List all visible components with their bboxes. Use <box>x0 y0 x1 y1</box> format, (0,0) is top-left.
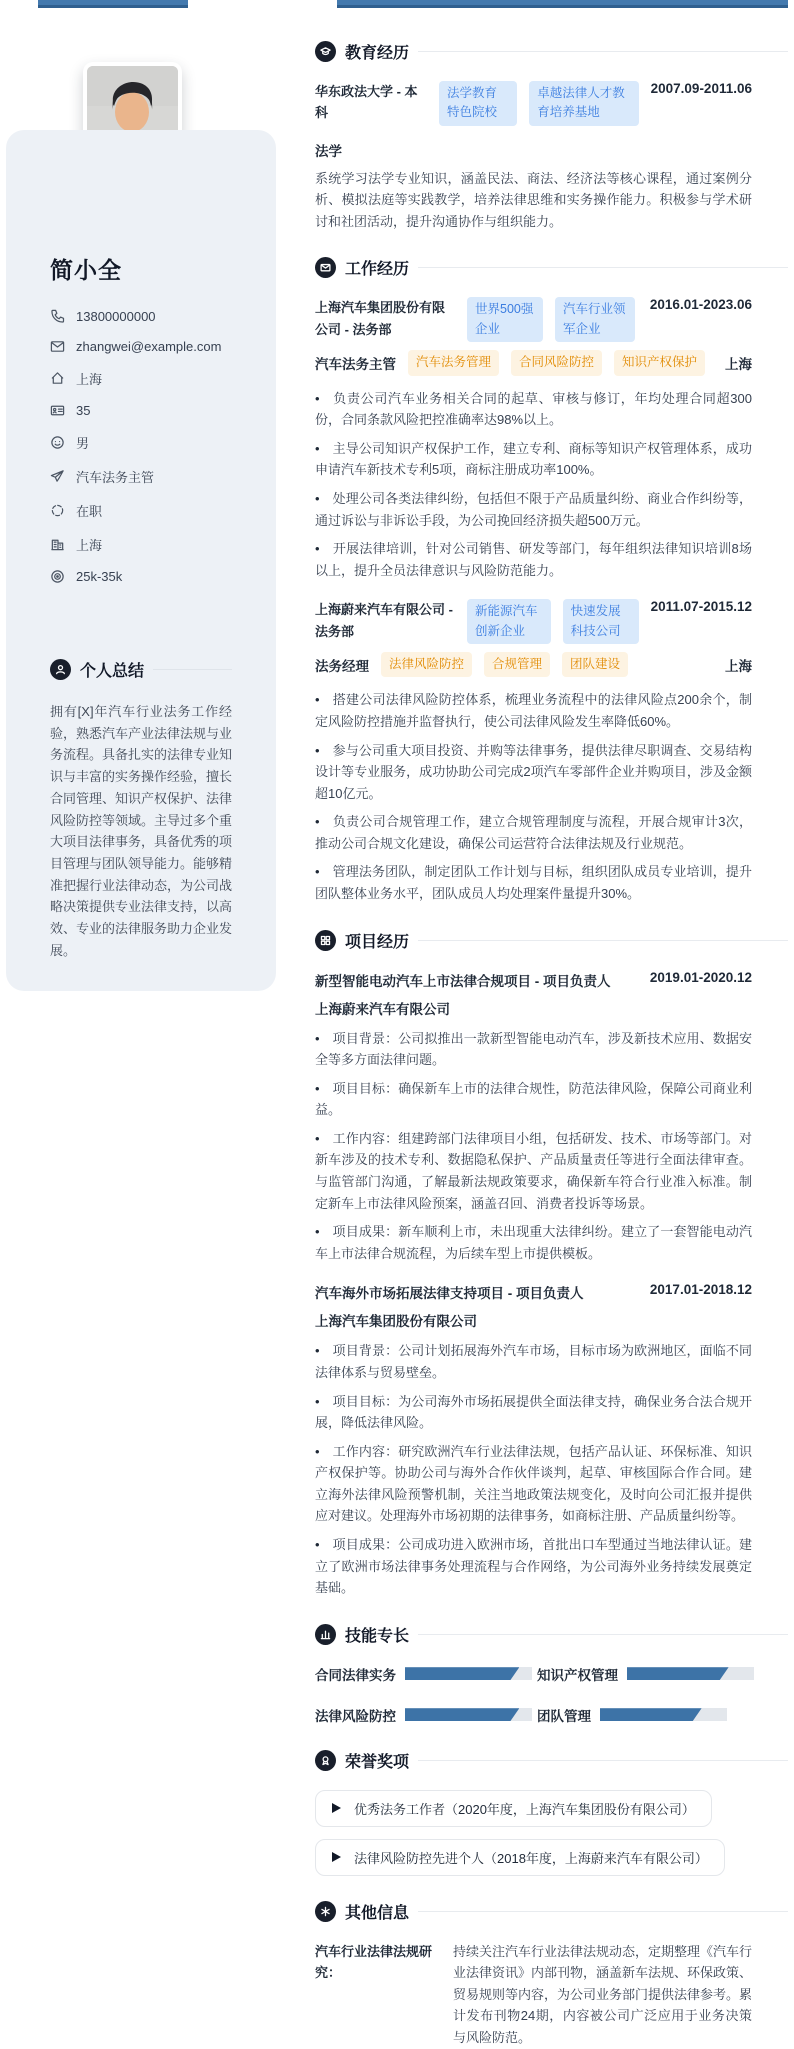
main-content <box>315 40 752 2049</box>
project-bullet: • 工作内容：组建跨部门法律项目小组，包括研发、技术、市场等部门。对新车涉及的技术专利、数据隐私保护、产品质量责任等进行全面法律审查。与监管部门沟通，了解最新法规政策要求，确保新车符合行业准入标准。制定新车上市法律风险预案，涵盖召回、消费者投诉等场景。 <box>315 1130 752 1211</box>
work-section-header <box>315 256 752 279</box>
id-card-icon <box>50 403 65 418</box>
other-info-content: 持续关注汽车行业法律法规动态，定期整理《汽车行业法律资讯》内部刊物，涵盖新车法规、环保政策、贸易规则等内容，为公司业务部门提供法律参考。累计发布刊物24期，内容被公司广泛应用于业务决策与风险防范。 <box>453 1943 753 2046</box>
contact-gender <box>50 433 232 452</box>
other-info-item <box>315 1941 752 2049</box>
skill-bar <box>405 1708 532 1721</box>
contact-job-title-value: 汽车法务主管 <box>76 470 155 485</box>
other-info-label: 汽车行业法律法规研究： <box>315 1943 433 1981</box>
sidebar <box>6 130 276 991</box>
school-name: 华东政法大学 - 本科 <box>315 84 418 121</box>
role-tag: 知识产权保护 <box>614 350 705 375</box>
honor-text: 法律风险防控先进个人（2018年度，上海蔚来汽车有限公司） <box>354 1850 708 1866</box>
honors-section-header <box>315 1749 752 1772</box>
summary-text: 拥有[X]年汽车行业法务工作经验，熟悉汽车产业法律法规与业务流程。具备扎实的法律专业知识与丰富的实务操作经验，擅长合同管理、知识产权保护、法律风险防控等领域。主导过多个重大项目法律事务，具备优秀的项目管理与团队领导能力。能够精准把握行业法律动态，为公司战略决策提供专业法律支持，以高效、专业的法律服务助力企业发展。 <box>50 704 233 958</box>
school-tag: 法学教育特色院校 <box>439 81 517 126</box>
job-bullet: • 处理公司各类法律纠纷，包括但不限于产品质量纠纷、商业合作纠纷等，通过诉讼与非诉讼手段，为公司挽回经济损失超500万元。 <box>315 490 752 528</box>
company-tag: 新能源汽车创新企业 <box>467 599 551 644</box>
skills-section-header <box>315 1623 752 1646</box>
school-tags <box>439 81 639 126</box>
envelope-icon <box>315 257 336 278</box>
job-bullet: • 负责公司汽车业务相关合同的起草、审核与修订，年均处理合同超300份，合同条款风险把控准确率达98%以上。 <box>315 390 752 428</box>
project-bullet: • 项目目标：为公司海外市场拓展提供全面法律支持，确保业务合法合规开展，降低法律风险。 <box>315 1393 752 1431</box>
summary-section-header <box>50 658 232 681</box>
skill-bar-fill <box>405 1667 519 1680</box>
skill-bar-fill <box>405 1708 519 1721</box>
education-description: 系统学习法学专业知识，涵盖民法、商法、经济法等核心课程，通过案例分析、模拟法庭等实践教学，培养法律思维和实务操作能力。积极参与学术研讨和社团活动，提升沟通协作与组织能力。 <box>315 170 752 229</box>
section-title: 荣誉奖项 <box>345 1753 410 1771</box>
contact-salary-value: 25k-35k <box>76 569 123 584</box>
section-title: 技能专长 <box>345 1627 410 1645</box>
company-tag: 快速发展科技公司 <box>563 599 639 644</box>
contact-phone <box>50 309 232 324</box>
job-item <box>315 297 752 581</box>
divider <box>418 1760 788 1761</box>
job-bullet: • 主导公司知识产权保护工作，建立专利、商标等知识产权管理体系，成功申请汽车新技术专利5项，商标注册成功率100%。 <box>315 440 752 478</box>
medal-icon <box>315 1750 336 1771</box>
building-icon <box>50 537 65 552</box>
divider <box>418 1911 788 1912</box>
phone-icon <box>50 309 65 324</box>
skill-item: 合同法律实务 <box>315 1664 522 1684</box>
play-triangle-icon <box>332 1852 341 1862</box>
company-tags <box>467 297 638 342</box>
contact-age-value: 35 <box>76 403 91 418</box>
contact-city <box>50 535 232 554</box>
section-title: 工作经历 <box>345 261 410 279</box>
other-section-header <box>315 1900 752 1923</box>
company-tag: 汽车行业领军企业 <box>555 297 635 342</box>
asterisk-icon <box>315 1901 336 1922</box>
school-tag: 卓越法律人才教育培养基地 <box>529 81 638 126</box>
honor-text: 优秀法务工作者（2020年度，上海汽车集团股份有限公司） <box>354 1801 695 1817</box>
contact-phone-value: 13800000000 <box>76 309 156 324</box>
divider <box>418 51 788 52</box>
play-triangle-icon <box>332 1803 341 1813</box>
candidate-name: 简小全 <box>50 257 122 283</box>
role-tag: 法律风险防控 <box>381 652 472 677</box>
paper-plane-icon <box>50 469 65 484</box>
home-icon <box>50 371 65 386</box>
contact-email-value: zhangwei@example.com <box>76 339 222 354</box>
job-date: 2016.01-2023.06 <box>649 297 752 313</box>
skills-grid <box>315 1664 752 1725</box>
job-item <box>315 599 752 904</box>
skill-bar <box>627 1667 754 1680</box>
role-tag: 汽车法务管理 <box>408 350 499 375</box>
major: 法学 <box>315 143 342 159</box>
job-location: 上海 <box>725 658 752 674</box>
skill-bar <box>405 1667 532 1680</box>
skill-bar <box>600 1708 727 1721</box>
company-tag: 世界500强企业 <box>467 297 543 342</box>
divider <box>418 1634 788 1635</box>
project-bullet: • 项目背景：公司拟推出一款新型智能电动汽车，涉及新技术应用、数据安全等多方面法律问题。 <box>315 1030 752 1068</box>
top-accent-bar-right <box>337 0 788 8</box>
role-tag: 团队建设 <box>562 652 628 677</box>
bar-chart-icon <box>315 1624 336 1645</box>
project-item <box>315 1282 752 1598</box>
section-title: 项目经历 <box>345 933 410 951</box>
company-tags <box>467 599 639 644</box>
contact-location-value: 上海 <box>76 372 103 387</box>
job-bullet: • 负责公司合规管理工作，建立合规管理制度与流程，开展合规审计3次，推动公司合规文化建设，确保公司运营符合法律法规及行业规范。 <box>315 814 752 851</box>
contact-city-value: 上海 <box>76 538 103 553</box>
contact-status <box>50 501 232 520</box>
contact-salary <box>50 569 232 584</box>
job-role: 法务经理 <box>315 658 369 674</box>
project-title: 新型智能电动汽车上市法律合规项目 - 项目负责人 <box>315 973 611 989</box>
education-section-header <box>315 40 752 63</box>
person-icon <box>50 659 71 680</box>
company-name: 上海汽车集团股份有限公司 - 法务部 <box>315 300 446 337</box>
role-tag: 合规管理 <box>484 652 550 677</box>
section-title: 其他信息 <box>345 1904 410 1922</box>
company-name: 上海蔚来汽车有限公司 - 法务部 <box>315 602 453 639</box>
project-company: 上海蔚来汽车有限公司 <box>315 1001 450 1017</box>
face-icon <box>50 435 65 450</box>
summary-title: 个人总结 <box>80 663 145 680</box>
divider <box>418 940 788 941</box>
project-title: 汽车海外市场拓展法律支持项目 - 项目负责人 <box>315 1286 584 1302</box>
skill-bar-fill <box>600 1708 702 1721</box>
job-bullet: • 管理法务团队，制定团队工作计划与目标，组织团队成员专业培训，提升团队整体业务水平，团队成员人均处理案件量提升30%。 <box>315 864 752 901</box>
target-icon <box>50 569 65 584</box>
job-role: 汽车法务主管 <box>315 356 396 372</box>
grid-icon <box>315 930 336 951</box>
project-date: 2019.01-2020.12 <box>649 969 752 985</box>
contact-age <box>50 403 232 418</box>
status-ring-icon <box>50 503 65 518</box>
contact-gender-value: 男 <box>76 436 90 451</box>
project-date: 2017.01-2018.12 <box>649 1282 752 1298</box>
skill-item: 团队管理 <box>537 1705 754 1725</box>
divider <box>153 669 232 670</box>
role-tag: 合同风险防控 <box>511 350 602 375</box>
project-bullet: • 项目背景：公司计划拓展海外汽车市场，目标市场为欧洲地区，面临不同法律体系与贸易壁垒。 <box>315 1343 752 1380</box>
education-item <box>315 81 752 126</box>
job-bullet: • 搭建公司法律风险防控体系，梳理业务流程中的法律风险点200余个，制定风险防控措施并监督执行，使公司法律风险发生率降低60%。 <box>315 692 752 729</box>
project-bullet: • 工作内容：研究欧洲汽车行业法律法规，包括产品认证、环保标准、知识产权保护等。协助公司与海外合作伙伴谈判，起草、审核国际合作合同。建立海外法律风险预警机制，关注当地政策法规变化，及时向公司汇报并提供应对建议。处理海外市场初期的法律事务，如商标注册、产品质量纠纷等。 <box>315 1443 752 1524</box>
contact-job-title <box>50 467 232 486</box>
contact-status-value: 在职 <box>76 504 103 519</box>
divider <box>418 267 788 268</box>
contact-location <box>50 369 232 388</box>
skill-item: 知识产权管理 <box>537 1664 754 1684</box>
project-company: 上海汽车集团股份有限公司 <box>315 1314 477 1330</box>
job-bullet: • 开展法律培训，针对公司销售、研发等部门，每年组织法律知识培训8场以上，提升全员法律意识与风险防范能力。 <box>315 541 752 578</box>
email-icon <box>50 339 65 354</box>
skill-bar-fill <box>627 1667 729 1680</box>
job-date: 2011.07-2015.12 <box>650 599 752 615</box>
project-item <box>315 970 752 1265</box>
honor-item <box>315 1839 725 1876</box>
top-accent-bar-left <box>38 0 188 8</box>
section-title: 教育经历 <box>345 45 410 62</box>
education-date: 2007.09-2011.06 <box>650 81 752 96</box>
project-bullet: • 项目成果：公司成功进入欧洲市场，首批出口车型通过当地法律认证。建立了欧洲市场法律事务处理流程与合作网络，为公司海外业务持续发展奠定基础。 <box>315 1536 752 1596</box>
skill-item: 法律风险防控 <box>315 1705 522 1725</box>
contact-email <box>50 339 232 354</box>
projects-section-header <box>315 929 752 952</box>
job-location: 上海 <box>725 356 752 372</box>
job-bullet: • 参与公司重大项目投资、并购等法律事务，提供法律尽职调查、交易结构设计等专业服务，成功协助公司完成2项汽车零部件企业并购项目，涉及金额超10亿元。 <box>315 742 752 801</box>
project-bullet: • 项目目标：确保新车上市的法律合规性，防范法律风险，保障公司商业利益。 <box>315 1080 752 1118</box>
project-bullet: • 项目成果：新车顺利上市，未出现重大法律纠纷。建立了一套智能电动汽车上市法律合规流程，为后续车型上市提供模板。 <box>315 1224 752 1261</box>
honor-item <box>315 1790 712 1827</box>
graduation-cap-icon <box>315 41 336 62</box>
